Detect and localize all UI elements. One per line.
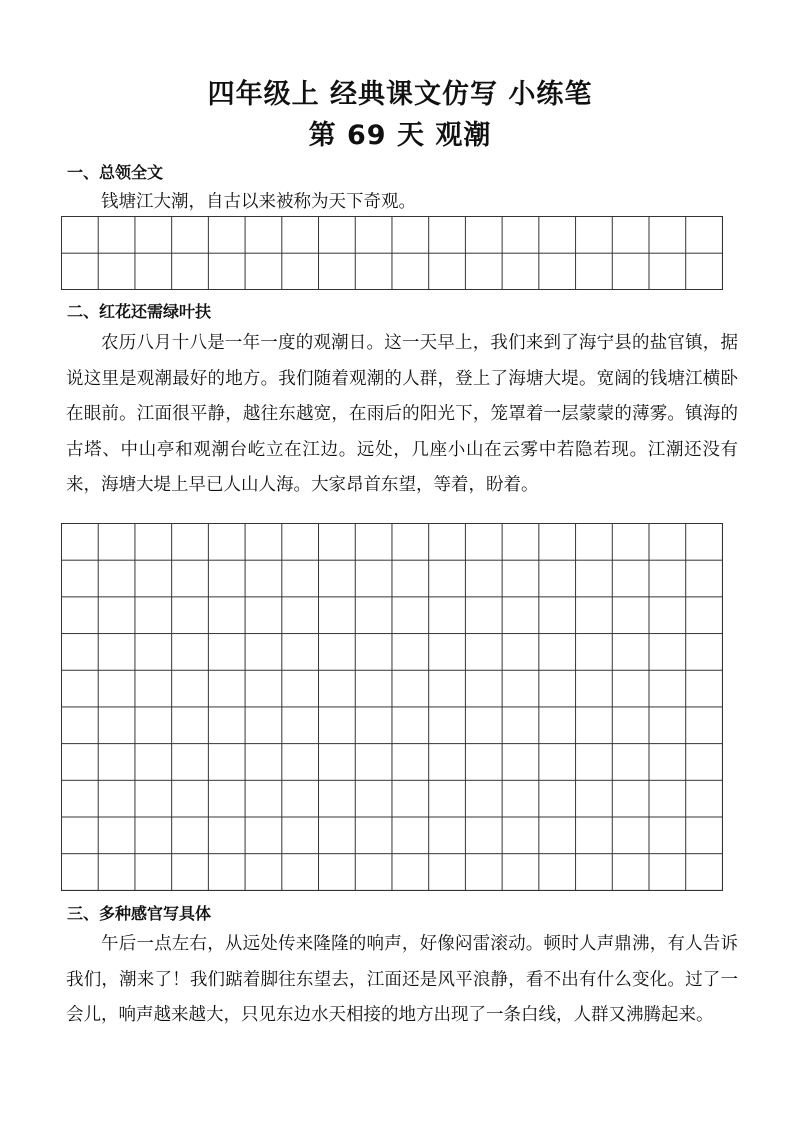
section-1-heading: 一、总领全文 <box>67 163 164 182</box>
section-2-text: 农历八月十八是一年一度的观潮日。这一天早上，我们来到了海宁县的盐官镇，据说这里是观潮最好的地方。我们随着观潮的人群，登上了海塘大堤。宽阔的钱塘江横卧在眼前。江面很平静，越往东越宽，在雨后的阳光下，笼罩着一层蒙蒙的薄雾。镇海的古塔、中山亭和观潮台屹立在江边。远处，几座小山在云雾中若隐若现。江潮还没有来，海塘大堤上早已人山人海。大家昂首东望，等着，盼着。 <box>66 333 738 495</box>
writing-grid-2[interactable] <box>61 523 723 891</box>
worksheet-title: 四年级上 经典课文仿写 小练笔 <box>207 79 593 110</box>
section-2-heading: 二、红花还需绿叶扶 <box>67 302 212 321</box>
lesson-title: 第 69 天 观潮 <box>308 120 492 151</box>
section-1-text: 钱塘江大潮，自古以来被称为天下奇观。 <box>101 192 416 212</box>
section-3-heading: 三、多种感官写具体 <box>67 904 212 923</box>
section-3-text: 午后一点左右，从远处传来隆隆的响声，好像闷雷滚动。顿时人声鼎沸，有人告诉我们，潮来了！我们踮着脚往东望去，江面还是风平浪静，看不出有什么变化。过了一会儿，响声越来越大，只见东边水天相接的地方出现了一条白线，人群又沸腾起来。 <box>66 934 738 1025</box>
writing-grid-1[interactable] <box>61 216 723 290</box>
